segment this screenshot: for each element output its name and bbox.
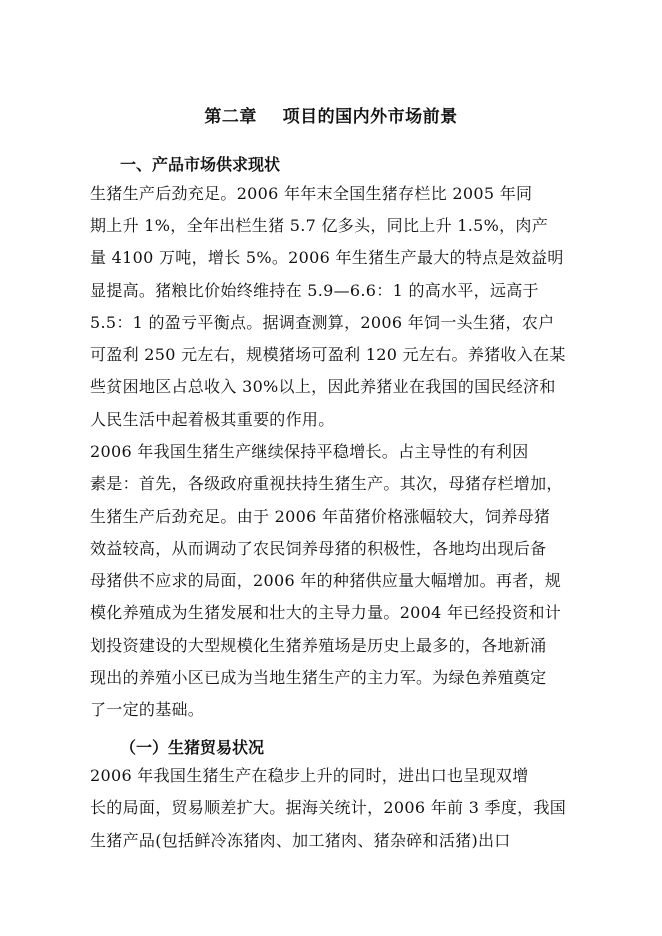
paragraph-line: 显提高。猪粮比价始终维持在 5.9—6.6：1 的高水平，远高于	[90, 281, 539, 300]
paragraph-line: 些贫困地区占总收入 30%以上，因此养猪业在我国的国民经济和	[90, 377, 556, 396]
paragraph-line: 5.5：1 的盈亏平衡点。据调查测算，2006 年饲一头生猪，农户	[90, 313, 555, 332]
chapter-title: 第二章 项目的国内外市场前景	[204, 107, 458, 127]
paragraph-line: 了一定的基础。	[90, 700, 205, 719]
paragraph-line: 2006 年我国生猪生产在稳步上升的同时，进出口也呈现双增	[90, 766, 529, 785]
paragraph-line: 模化养殖成为生猪发展和壮大的主导力量。2004 年已经投资和计	[90, 603, 562, 622]
paragraph-line: 母猪供不应求的局面，2006 年的种猪供应量大幅增加。再者，规	[90, 571, 562, 590]
paragraph-line: 可盈利 250 元左右，规模猪场可盈利 120 元左右。养猪收入在某	[90, 345, 566, 364]
paragraph-line: 生猪产品(包括鲜冷冻猪肉、加工猪肉、猪杂碎和活猪)出口	[90, 831, 511, 850]
section-heading-supply-demand: 一、产品市场供求现状	[120, 155, 281, 174]
paragraph-line: 现出的养殖小区已成为当地生猪生产的主力军。为绿色养殖奠定	[90, 668, 547, 687]
section-heading-pig-trade: （一）生猪贸易状况	[120, 738, 265, 757]
paragraph-line: 生猪生产后劲充足。2006 年年末全国生猪存栏比 2005 年同	[90, 184, 533, 203]
paragraph-line: 划投资建设的大型规模化生猪养殖场是历史上最多的，各地新涌	[90, 636, 547, 655]
paragraph-line: 长的局面，贸易顺差扩大。据海关统计，2006 年前 3 季度，我国	[90, 798, 567, 817]
paragraph-line: 量 4100 万吨，增长 5%。2006 年生猪生产最大的特点是效益明	[90, 248, 564, 267]
paragraph-line: 素是：首先，各级政府重视扶持生猪生产。其次，母猪存栏增加，	[90, 474, 563, 493]
paragraph-line: 人民生活中起着极其重要的作用。	[90, 410, 335, 429]
paragraph-line: 效益较高，从而调动了农民饲养母猪的积极性，各地均出现后备	[90, 539, 547, 558]
paragraph-line: 2006 年我国生猪生产继续保持平稳增长。占主导性的有利因	[90, 442, 529, 461]
paragraph-line: 生猪生产后劲充足。由于 2006 年苗猪价格涨幅较大，饲养母猪	[90, 507, 551, 526]
paragraph-line: 期上升 1%，全年出栏生猪 5.7 亿多头，同比上升 1.5%，肉产	[90, 216, 549, 235]
